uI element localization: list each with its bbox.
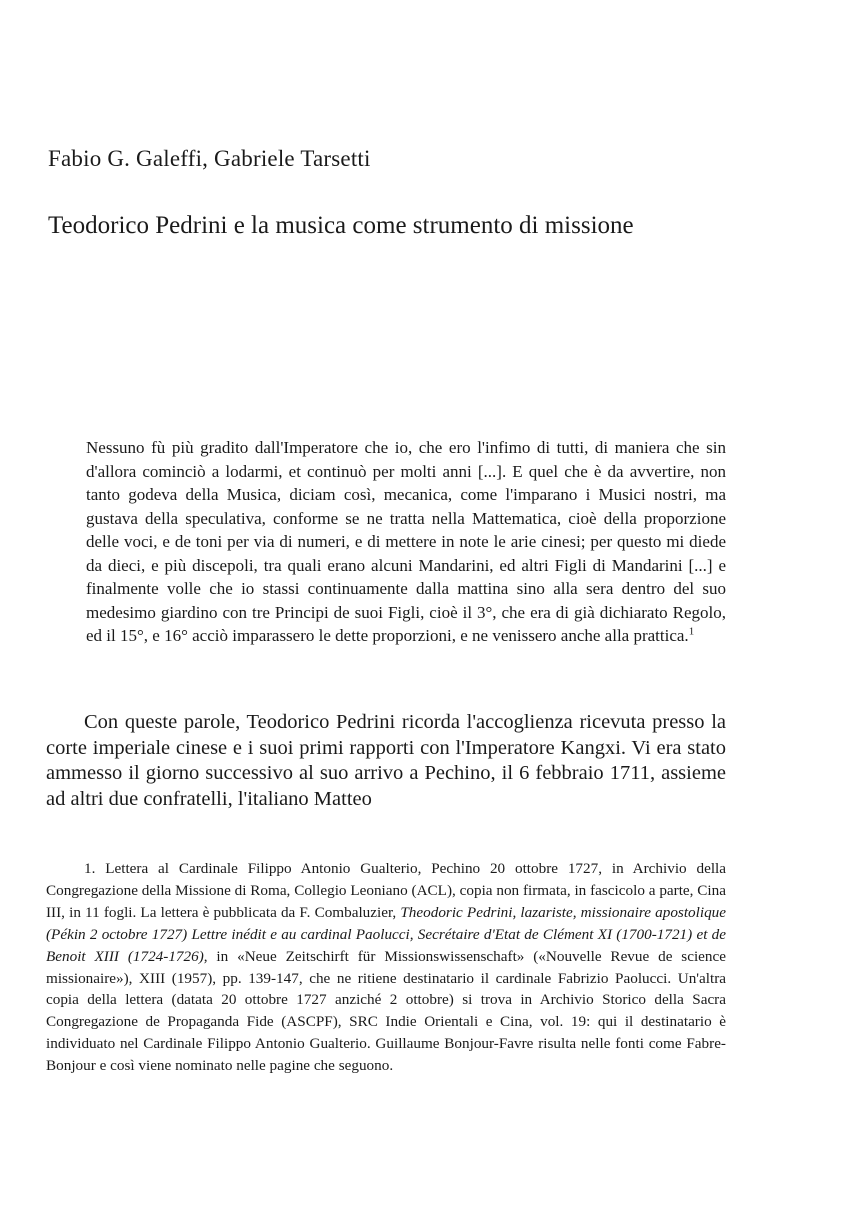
block-quote — [86, 436, 726, 648]
article-title: Teodorico Pedrini e la musica come strumento di missione — [48, 212, 634, 239]
footnote-1 — [46, 858, 726, 1077]
footnote-text-part1: 1. Lettera al Cardinale Filippo Antonio Gualterio, Pechino 20 ottobre 1727, in Archivio della Congregazione della Missione di Roma, Collegio Leoniano (ACL), copia non firmata, in fascicolo a parte, Cina III, in 11 fogli. La lettera è pubblicata da F. Combaluzier, — [46, 860, 726, 921]
footnote-text-part2: , in «Neue Zeitschirft für Missionswissenschaft» («Nouvelle Revue de science missionaire»), XIII (1957), pp. 139-147, che ne ritiene destinatario il cardinale Fabrizio Paolucci. Un'altra copia della lettera (datata 20 ottobre 1727 anziché 2 ottobre) si trova in Archivio Storico della Sacra Congregazione de Propaganda Fide (ASCPF), SRC Indie Orientali e Cina, vol. 19: qui il destinatario è individuato nel Cardinale Filippo Antonio Gualterio. Guillaume Bonjour-Favre risulta nelle fonti come Fabre-Bonjour e così viene nominato nelle pagine che seguono. — [46, 947, 726, 1075]
article-authors: Fabio G. Galeffi, Gabriele Tarsetti — [48, 146, 371, 171]
quote-text: Nessuno fù più gradito dall'Imperatore che io, che ero l'infimo di tutti, di maniera che sin d'allora cominciò a lodarmi, et continuò per molti anni [...]. E quel che è da avvertire, non tanto godeva della Musica, diciam così, mecanica, come l'imparano i Musici nostri, ma gustava della speculativa, conforme se ne tratta nella Mattematica, cioè della proporzione delle voci, e de toni per via di numeri, e di mettere in note le arie cinesi; per questo mi diede da dieci, e più discepoli, tra quali erano alcuni Mandarini, ed altri Figli di Mandarini [...] e finalmente volle che io stassi continuamente dalla mattina sino alla sera dentro del suo medesimo giardino con tre Principi de suoi Figli, cioè il 3°, che era di già dichiarato Regolo, ed il 15°, e 16° acciò imparassero le dette proporzioni, e ne venissero anche alla prattica. — [86, 438, 726, 645]
footnote-cited-title: Theodoric Pedrini, lazariste, missionaire apostolique (Pékin 2 octobre 1727) Lettre inédit e au cardinal Paolucci, Secrétaire d'Etat de Clément XI (1700-1721) et de Benoit XIII (1724-1726) — [46, 903, 726, 965]
footnote-reference[interactable]: 1 — [688, 625, 695, 638]
body-paragraph: Con queste parole, Teodorico Pedrini ricorda l'accoglienza ricevuta presso la corte imperiale cinese e i suoi primi rapporti con l'Imperatore Kangxi. Vi era stato ammesso il giorno successivo al suo arrivo a Pechino, il 6 febbraio 1711, assieme ad altri due confratelli, l'italiano Matteo — [46, 711, 726, 810]
